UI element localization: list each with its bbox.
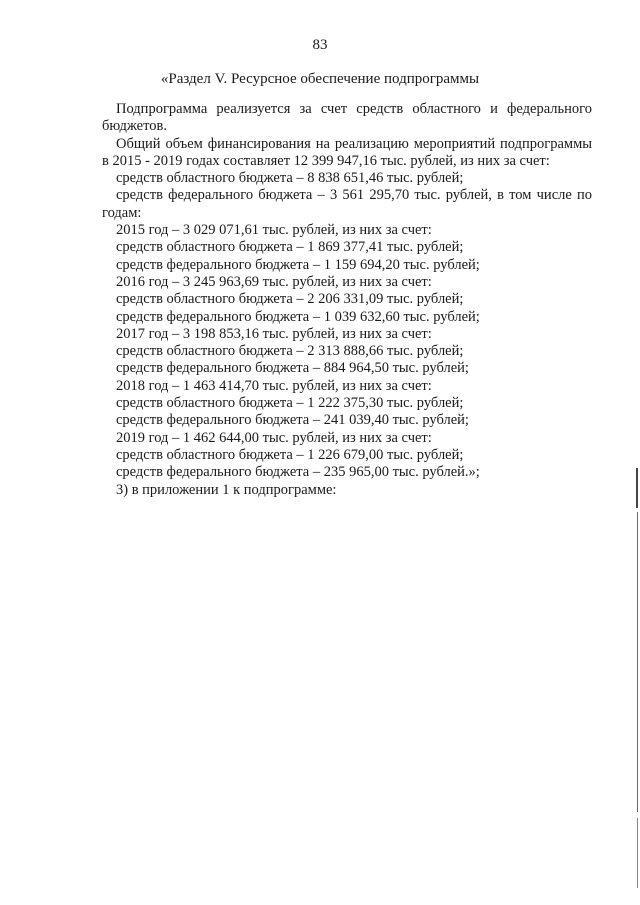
- year-federal-line: средств федерального бюджета – 235 965,00 тыс. рублей.»;: [116, 464, 480, 481]
- year-regional-line: средств областного бюджета – 1 226 679,00 тыс. рублей;: [116, 446, 464, 463]
- scan-edge-line: [637, 818, 638, 888]
- year-federal-line: средств федерального бюджета – 241 039,40 тыс. рублей;: [116, 412, 469, 429]
- page-number: 83: [312, 37, 328, 53]
- year-federal-line: средств федерального бюджета – 884 964,50 тыс. рублей;: [116, 360, 469, 377]
- scan-edge-line: [637, 512, 638, 812]
- year-total-line: 2018 год – 1 463 414,70 тыс. рублей, из них за счет:: [116, 377, 432, 394]
- year-total-line: 2016 год – 3 245 963,69 тыс. рублей, из них за счет:: [116, 273, 432, 290]
- closing-item: 3) в приложении 1 к подпрограмме:: [116, 481, 337, 498]
- year-regional-line: средств областного бюджета – 1 869 377,41 тыс. рублей;: [116, 239, 464, 256]
- year-total-line: 2015 год – 3 029 071,61 тыс. рублей, из них за счет:: [116, 222, 432, 239]
- year-total-line: 2017 год – 3 198 853,16 тыс. рублей, из них за счет:: [116, 325, 432, 342]
- year-regional-line: средств областного бюджета – 2 313 888,66 тыс. рублей;: [116, 343, 464, 360]
- regional-budget-total: средств областного бюджета – 8 838 651,46 тыс. рублей;: [116, 170, 464, 187]
- year-federal-line: средств федерального бюджета – 1 039 632,60 тыс. рублей;: [116, 308, 480, 325]
- document-body: [102, 101, 592, 499]
- year-regional-line: средств областного бюджета – 2 206 331,09 тыс. рублей;: [116, 291, 464, 308]
- intro-paragraph: Подпрограмма реализуется за счет средств областного и федерального бюджетов.: [102, 101, 592, 135]
- federal-budget-total: средств федерального бюджета – 3 561 295,70 тыс. рублей, в том числе по годам:: [102, 187, 592, 221]
- year-total-line: 2019 год – 1 462 644,00 тыс. рублей, из них за счет:: [116, 429, 432, 446]
- total-financing-paragraph: Общий объем финансирования на реализацию мероприятий подпрограммы в 2015 - 2019 годах составляет 12 399 947,16 тыс. рублей, из них за счет:: [102, 135, 592, 169]
- scan-edge-mark: [636, 468, 638, 508]
- year-regional-line: средств областного бюджета – 1 222 375,30 тыс. рублей;: [116, 395, 464, 412]
- year-federal-line: средств федерального бюджета – 1 159 694,20 тыс. рублей;: [116, 256, 480, 273]
- section-title: «Раздел V. Ресурсное обеспечение подпрограммы: [160, 71, 480, 87]
